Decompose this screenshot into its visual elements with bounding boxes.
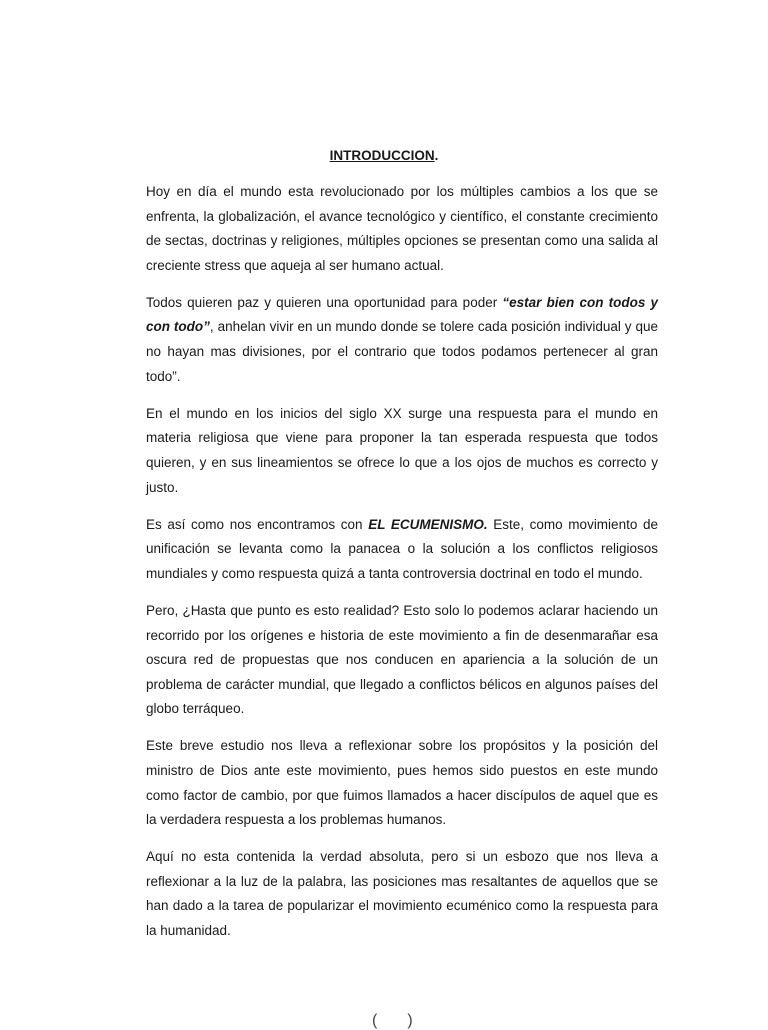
paragraph-7: Aquí no esta contenida la verdad absoluta, pero si un esbozo que nos lleva a reflexionar a la luz de la palabra, las posiciones mas resaltantes de aquellos que se han dado a la tarea de popularizar el movimiento ecuménico como la respuesta para la humanidad.: [146, 849, 658, 939]
paragraph-4-emphasis: EL ECUMENISMO.: [368, 516, 488, 532]
document-body: [146, 180, 658, 956]
paragraph-4-text-start: Es así como nos encontramos con: [146, 516, 369, 532]
paragraph-5: Pero, ¿Hasta que punto es esto realidad? Esto solo lo podemos aclarar haciendo un recorrido por los orígenes e historia de este movimiento a fin de desenmarañar esa oscura red de propuestas que nos conducen en apariencia a la solución de un problema de carácter mundial, que llegado a conflictos bélicos en algunos países del globo terráqueo.: [146, 602, 658, 717]
paragraph-2-emphasis: “estar bien con todos y con todo”: [146, 294, 659, 335]
title-text: INTRODUCCION: [329, 148, 435, 163]
page-title: [0, 146, 768, 166]
page-number-mark: (): [372, 1012, 443, 1029]
title-period: .: [434, 148, 439, 163]
paragraph-3: En el mundo en los inicios del siglo XX surge una respuesta para el mundo en materia religiosa que viene para proponer la tan esperada respuesta que todos quieren, y en sus lineamientos se ofrece lo que a los ojos de muchos es correcto y justo.: [146, 405, 658, 495]
paragraph-2-text-start: Todos quieren paz y quieren una oportunidad para poder: [146, 294, 503, 310]
paragraph-4: [146, 513, 658, 587]
paragraph-1: Hoy en día el mundo esta revolucionado por los múltiples cambios a los que se enfrenta, la globalización, el avance tecnológico y científico, el constante crecimiento de sectas, doctrinas y religiones, múltiples opciones se presentan como una salida al creciente stress que aqueja al ser humano actual.: [146, 184, 658, 273]
paragraph-6: Este breve estudio nos lleva a reflexionar sobre los propósitos y la posición del ministro de Dios ante este movimiento, pues hemos sido puestos en este mundo como factor de cambio, por que fuimos llamados a hacer discípulos de aquel que es la verdadera respuesta a los problemas humanos.: [146, 738, 658, 828]
paragraph-2: [146, 291, 658, 389]
paragraph-4-text-end: Este, como movimiento de unificación se levanta como la panacea o la solución a los conflictos religiosos mundiales y como respuesta quizá a tanta controversia doctrinal en todo el mundo.: [146, 516, 658, 581]
paragraph-2-text-end: , anhelan vivir en un mundo donde se tolere cada posición individual y que no hayan mas divisiones, por el contrario que todos podamos pertenecer al gran todo”.: [146, 319, 658, 384]
